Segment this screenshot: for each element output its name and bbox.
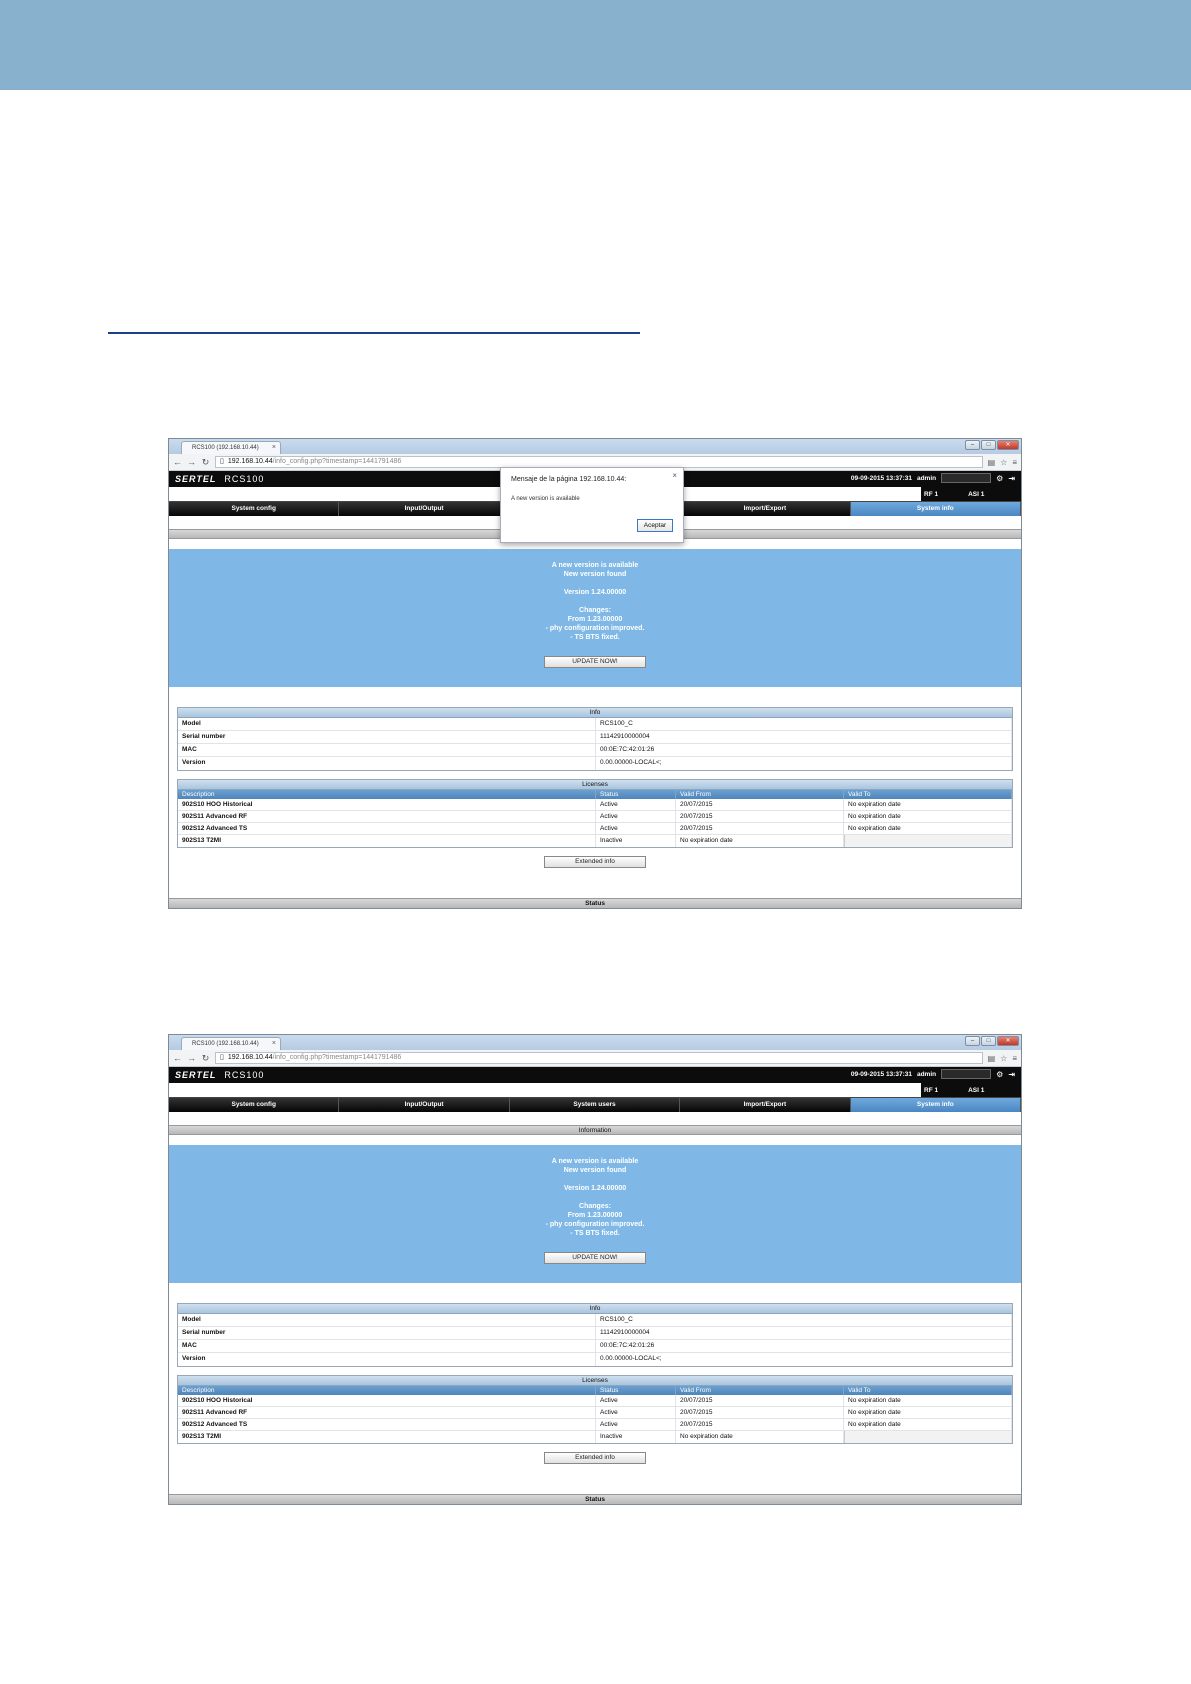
maximize-icon[interactable]: □ (981, 440, 996, 450)
update-available-text: A new version is available (551, 1158, 639, 1165)
extended-info-button[interactable]: Extended info (544, 1452, 646, 1464)
tab-system-users[interactable]: System users (510, 1098, 680, 1112)
licenses-header-row (178, 790, 1012, 799)
browser-toolbar (169, 1050, 1021, 1067)
status-bar: Status (169, 898, 1021, 908)
tab-system-info[interactable]: System info (851, 1098, 1021, 1112)
tab-system-info[interactable]: System info (851, 502, 1021, 516)
main-menu (169, 1097, 1021, 1112)
logo: SERTEL (175, 1070, 217, 1080)
alert-dialog (500, 467, 684, 543)
table-row: 902S13 T2MI Inactive No expiration date (178, 835, 1012, 847)
tab-system-config[interactable]: System config (169, 1098, 339, 1112)
back-arrow-icon[interactable]: ← (173, 1053, 182, 1063)
change-line: - TS BTS fixed. (570, 1230, 620, 1237)
reload-icon[interactable]: ↻ (201, 1052, 210, 1063)
asi-label: ASI 1 (968, 490, 985, 498)
minimize-icon[interactable]: – (965, 440, 980, 450)
col-valid-from: Valid From (676, 790, 844, 799)
col-status: Status (596, 1386, 676, 1395)
tab-input-output[interactable]: Input/Output (339, 1098, 509, 1112)
table-row: Serial number 11142910000004 (178, 1327, 1012, 1340)
hyperlink-underline[interactable] (108, 332, 640, 334)
col-valid-to: Valid To (844, 1386, 1012, 1395)
browser-tab[interactable] (181, 441, 281, 454)
gear-icon[interactable]: ⚙ (996, 1069, 1004, 1079)
rf-label: RF 1 (924, 1086, 939, 1094)
status-indicator-box (941, 1069, 991, 1079)
user-name: admin (916, 474, 937, 482)
app-header (169, 1067, 1021, 1083)
asi-label: ASI 1 (968, 1086, 985, 1094)
update-found-text: New version found (563, 571, 627, 578)
changes-title: Changes: (579, 1203, 611, 1210)
browser-tab-strip (169, 439, 1021, 454)
logout-icon[interactable]: ⇥ (1008, 1069, 1015, 1079)
info-table (177, 707, 1013, 771)
table-row: MAC 00:0E:7C:42:01:26 (178, 1340, 1012, 1353)
table-row: 902S11 Advanced RF Active 20/07/2015 No expiration date (178, 811, 1012, 823)
table-row: Model RCS100_C (178, 718, 1012, 731)
menu-icon[interactable]: ≡ (1012, 457, 1017, 467)
licenses-table (177, 1375, 1013, 1444)
product-name: RCS100 (224, 1070, 265, 1080)
logo: SERTEL (175, 474, 217, 484)
screenshot-with-dialog (168, 438, 1022, 909)
tab-import-export[interactable]: Import/Export (680, 1098, 850, 1112)
star-icon[interactable]: ☆ (1000, 1053, 1008, 1063)
product-name: RCS100 (224, 474, 265, 484)
dialog-close-icon[interactable]: × (672, 471, 677, 480)
tab-system-config[interactable]: System config (169, 502, 339, 516)
maximize-icon[interactable]: □ (981, 1036, 996, 1046)
gear-icon[interactable]: ⚙ (996, 473, 1004, 483)
change-line: From 1.23.00000 (567, 1212, 623, 1219)
section-title-information: Information (169, 1125, 1021, 1135)
licenses-table (177, 779, 1013, 848)
info-table (177, 1303, 1013, 1367)
col-valid-to: Valid To (844, 790, 1012, 799)
update-found-text: New version found (563, 1167, 627, 1174)
minimize-icon[interactable]: – (965, 1036, 980, 1046)
window-controls (965, 1036, 1019, 1046)
page-icon: ▯ (220, 458, 224, 465)
table-row: 902S13 T2MI Inactive No expiration date (178, 1431, 1012, 1443)
status-indicator-box (941, 473, 991, 483)
sub-header-row (169, 1083, 1021, 1097)
col-valid-from: Valid From (676, 1386, 844, 1395)
star-icon[interactable]: ☆ (1000, 457, 1008, 467)
table-row: Version 0.00.00000-LOCAL<; (178, 1353, 1012, 1366)
page-icon[interactable]: ▤ (987, 1053, 996, 1063)
page-header-band (0, 0, 1191, 90)
change-line: From 1.23.00000 (567, 616, 623, 623)
browser-tab-title: RCS100 (192.168.10.44) (192, 445, 259, 451)
menu-icon[interactable]: ≡ (1012, 1053, 1017, 1063)
url-path: /info_config.php?timestamp=1441791486 (272, 1054, 402, 1061)
back-arrow-icon[interactable]: ← (173, 457, 182, 467)
browser-tab-title: RCS100 (192.168.10.44) (192, 1041, 259, 1047)
table-row: MAC 00:0E:7C:42:01:26 (178, 744, 1012, 757)
table-row: 902S12 Advanced TS Active 20/07/2015 No expiration date (178, 823, 1012, 835)
table-row: 902S10 HOO Historical Active 20/07/2015 No expiration date (178, 799, 1012, 811)
rf-asi-indicator (921, 1083, 1021, 1097)
status-bar: Status (169, 1494, 1021, 1504)
window-controls (965, 440, 1019, 450)
tab-close-icon[interactable]: × (271, 444, 276, 451)
tab-import-export[interactable]: Import/Export (680, 502, 850, 516)
update-version-text: Version 1.24.00000 (563, 589, 627, 596)
reload-icon[interactable]: ↻ (201, 456, 210, 467)
update-now-button[interactable]: UPDATE NOW! (544, 656, 646, 668)
tab-close-icon[interactable]: × (271, 1040, 276, 1047)
licenses-table-title: Licenses (178, 780, 1012, 790)
browser-tab[interactable] (181, 1037, 281, 1050)
forward-arrow-icon[interactable]: → (187, 457, 196, 467)
page-icon: ▯ (220, 1054, 224, 1061)
dialog-message: A new version is available (511, 496, 580, 502)
update-panel (169, 549, 1021, 687)
col-description: Description (178, 1386, 596, 1395)
close-window-icon[interactable]: ✕ (997, 1036, 1019, 1046)
accept-button[interactable]: Aceptar (637, 519, 673, 532)
table-row: 902S10 HOO Historical Active 20/07/2015 No expiration date (178, 1395, 1012, 1407)
datetime: 09-09-2015 13:37:31 (850, 474, 912, 482)
user-name: admin (916, 1070, 937, 1078)
update-version-text: Version 1.24.00000 (563, 1185, 627, 1192)
url-path: /info_config.php?timestamp=1441791486 (272, 458, 402, 465)
info-table-title: Info (178, 708, 1012, 718)
rf-asi-indicator (921, 487, 1021, 501)
close-window-icon[interactable]: ✕ (997, 440, 1019, 450)
address-bar[interactable] (215, 1052, 983, 1064)
col-status: Status (596, 790, 676, 799)
table-row: Model RCS100_C (178, 1314, 1012, 1327)
change-line: - phy configuration improved. (545, 1221, 645, 1228)
browser-tab-strip (169, 1035, 1021, 1050)
licenses-table-title: Licenses (178, 1376, 1012, 1386)
update-now-button[interactable]: UPDATE NOW! (544, 1252, 646, 1264)
changes-title: Changes: (579, 607, 611, 614)
table-row: 902S11 Advanced RF Active 20/07/2015 No expiration date (178, 1407, 1012, 1419)
table-row: Version 0.00.00000-LOCAL<; (178, 757, 1012, 770)
logout-icon[interactable]: ⇥ (1008, 473, 1015, 483)
forward-arrow-icon[interactable]: → (187, 1053, 196, 1063)
dialog-title: Mensaje de la página 192.168.10.44: (511, 476, 627, 483)
change-line: - phy configuration improved. (545, 625, 645, 632)
url-host: 192.168.10.44 (227, 458, 273, 465)
licenses-header-row (178, 1386, 1012, 1395)
tab-input-output[interactable]: Input/Output (339, 502, 509, 516)
extended-info-button[interactable]: Extended info (544, 856, 646, 868)
info-table-title: Info (178, 1304, 1012, 1314)
datetime: 09-09-2015 13:37:31 (850, 1070, 912, 1078)
table-row: Serial number 11142910000004 (178, 731, 1012, 744)
page-icon[interactable]: ▤ (987, 457, 996, 467)
url-host: 192.168.10.44 (227, 1054, 273, 1061)
change-line: - TS BTS fixed. (570, 634, 620, 641)
screenshot-without-dialog (168, 1034, 1022, 1505)
rf-label: RF 1 (924, 490, 939, 498)
col-description: Description (178, 790, 596, 799)
table-row: 902S12 Advanced TS Active 20/07/2015 No expiration date (178, 1419, 1012, 1431)
update-panel (169, 1145, 1021, 1283)
update-available-text: A new version is available (551, 562, 639, 569)
